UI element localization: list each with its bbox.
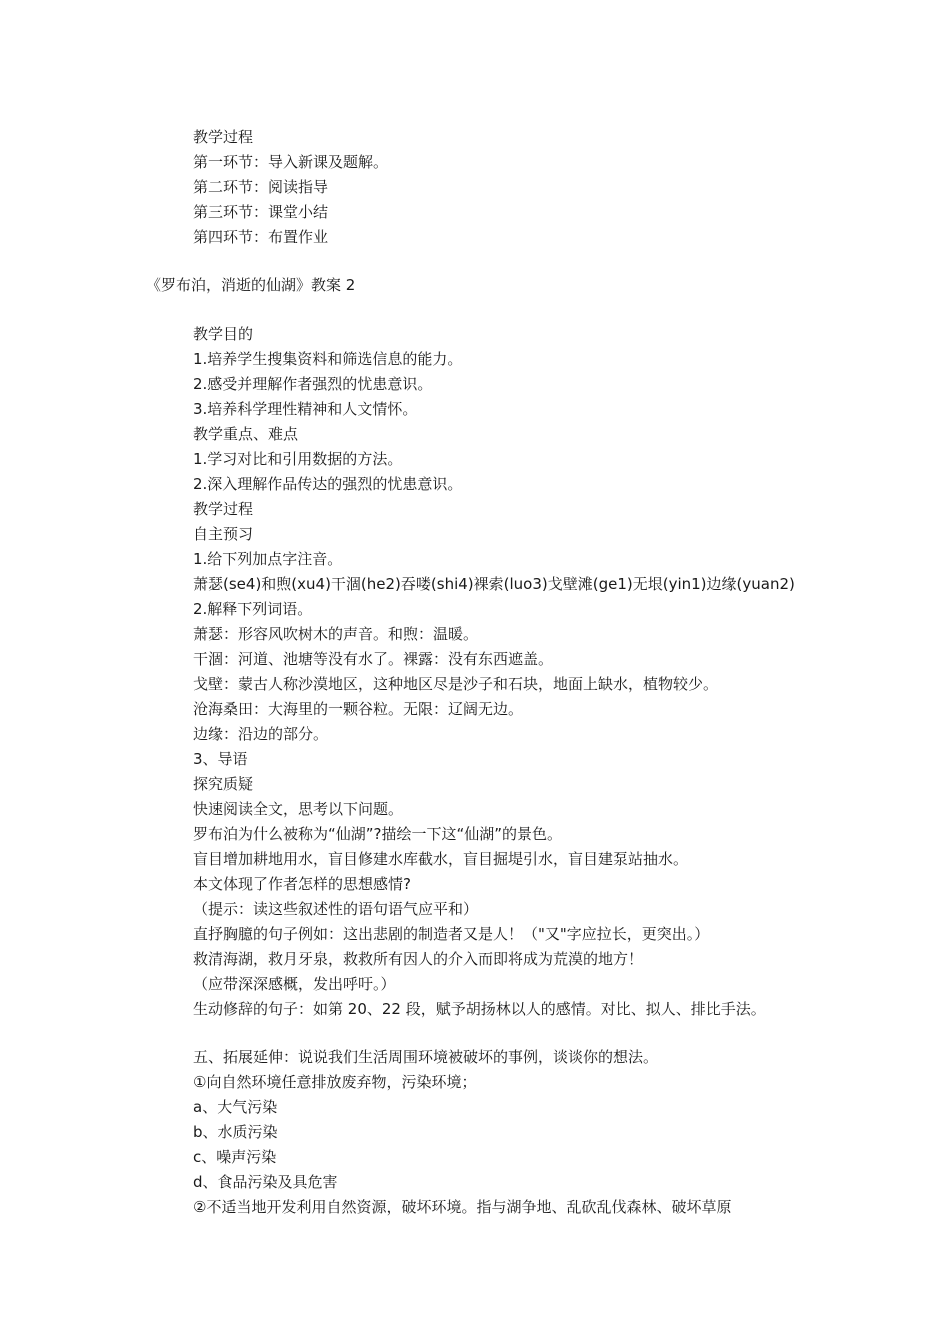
- text-line: 快速阅读全文，思考以下问题。: [193, 800, 404, 818]
- text-line: c、噪声污染: [193, 1148, 277, 1166]
- teaching-process-outline: [0, 125, 950, 250]
- text-line: a、大气污染: [193, 1098, 278, 1116]
- text-line: 2.深入理解作品传达的强烈的忧患意识。: [193, 475, 463, 493]
- text-line: 教学重点、难点: [193, 425, 299, 443]
- text-line: 第二环节：阅读指导: [193, 178, 329, 196]
- text-line: 生动修辞的句子：如第 20、22 段，赋予胡扬林以人的感情。对比、拟人、排比手法。: [193, 1000, 766, 1018]
- text-line: 自主预习: [193, 525, 254, 543]
- text-line: 2.感受并理解作者强烈的忧患意识。: [193, 375, 433, 393]
- text-line: 萧瑟(se4)和煦(xu4)干涸(he2)吞喽(shi4)裸索(luo3)戈壁滩(ge1)无垠(yin1)边缘(yuan2): [193, 575, 795, 593]
- lesson-body: [0, 322, 950, 1022]
- text-line: 1.培养学生搜集资料和筛选信息的能力。: [193, 350, 463, 368]
- text-line: 3.培养科学理性精神和人文情怀。: [193, 400, 418, 418]
- text-line: 第一环节：导入新课及题解。: [193, 153, 389, 171]
- text-line: 直抒胸臆的句子例如：这出悲剧的制造者又是人！（"又"字应拉长，更突出。）: [193, 925, 710, 943]
- text-line: 教学过程: [193, 128, 254, 146]
- text-line: 第三环节：课堂小结: [193, 203, 329, 221]
- text-line: 五、拓展延伸：说说我们生活周围环境被破坏的事例，谈谈你的想法。: [193, 1048, 659, 1066]
- text-line: 教学过程: [193, 500, 254, 518]
- text-line: 罗布泊为什么被称为“仙湖”?描绘一下这“仙湖”的景色。: [193, 825, 563, 843]
- text-line: 教学目的: [193, 325, 254, 343]
- text-line: ②不适当地开发利用自然资源，破坏环境。指与湖争地、乱砍乱伐森林、破坏草原: [193, 1198, 732, 1216]
- text-line: 1.给下列加点字注音。: [193, 550, 343, 568]
- text-line: 干涸：河道、池塘等没有水了。裸露：没有东西遮盖。: [193, 650, 554, 668]
- text-line: 盲目增加耕地用水，盲目修建水库截水，盲目掘堤引水，盲目建泵站抽水。: [193, 850, 689, 868]
- text-line: ①向自然环境任意排放废弃物，污染环境；: [193, 1073, 477, 1091]
- text-line: 2.解释下列词语。: [193, 600, 313, 618]
- text-line: （提示：读这些叙述性的语句语气应平和）: [193, 900, 479, 918]
- text-line: 第四环节：布置作业: [193, 228, 329, 246]
- text-line: 探究质疑: [193, 775, 254, 793]
- text-line: 沧海桑田：大海里的一颗谷粒。无限：辽阔无边。: [193, 700, 524, 718]
- lesson-title-block: [0, 273, 950, 298]
- text-line: 萧瑟：形容风吹树木的声音。和煦：温暖。: [193, 625, 479, 643]
- text-line: 本文体现了作者怎样的思想感情?: [193, 875, 411, 893]
- text-line: d、食品污染及具危害: [193, 1173, 338, 1191]
- text-line: 救清海湖，救月牙泉，救救所有因人的介入而即将成为荒漠的地方！: [193, 950, 644, 968]
- text-line: b、水质污染: [193, 1123, 278, 1141]
- extension-section: [0, 1045, 950, 1220]
- lesson-title: 《罗布泊，消逝的仙湖》教案 2: [146, 276, 356, 294]
- text-line: 3、导语: [193, 750, 248, 768]
- text-line: 戈壁：蒙古人称沙漠地区，这种地区尽是沙子和石块，地面上缺水，植物较少。: [193, 675, 719, 693]
- text-line: 边缘：沿边的部分。: [193, 725, 329, 743]
- text-line: 1.学习对比和引用数据的方法。: [193, 450, 403, 468]
- text-line: （应带深深感概，发出呼吁。）: [193, 975, 396, 993]
